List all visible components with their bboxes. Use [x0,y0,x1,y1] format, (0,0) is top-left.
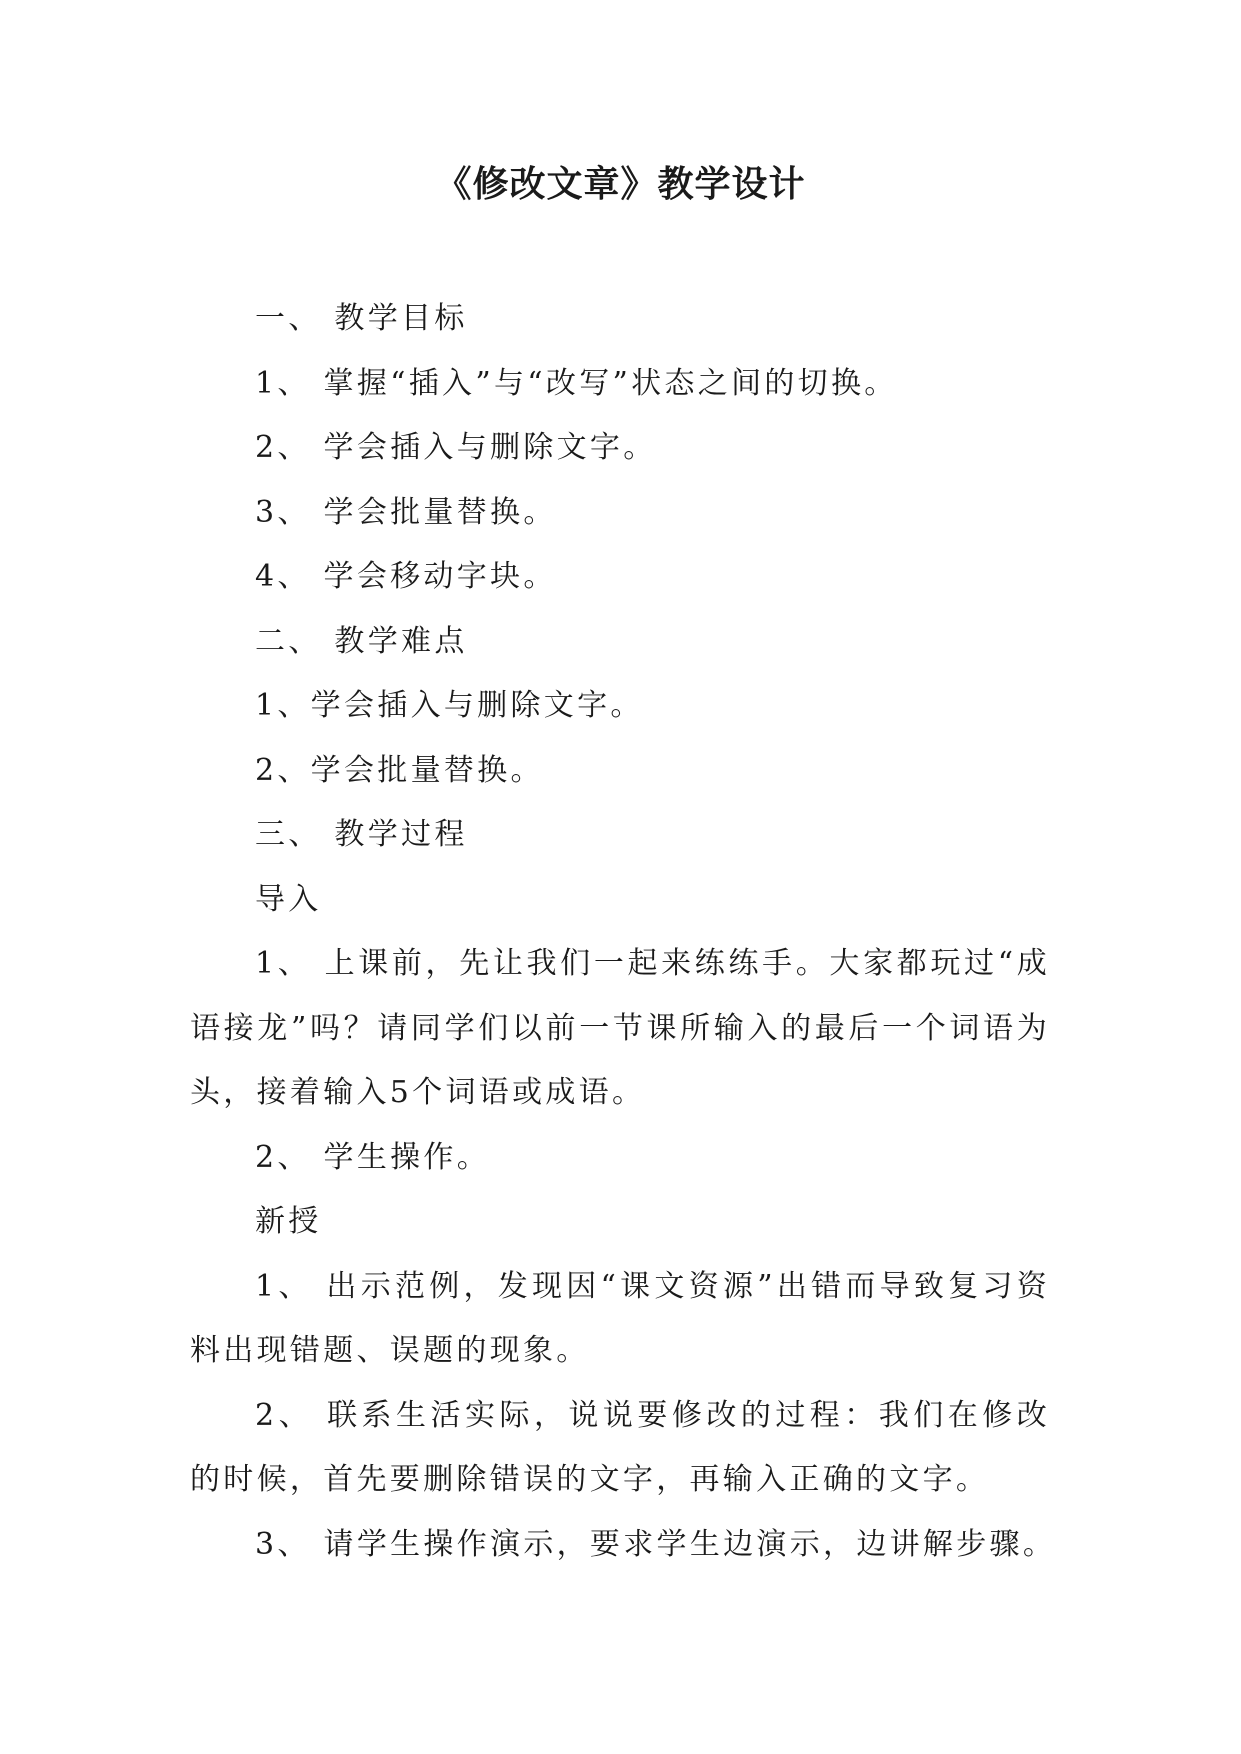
subheading-new-lesson: 新授 [255,1204,322,1239]
new-lesson-item: 1、 出示范例，发现因“课文资源”出错而导致复习资料出现错题、误题的现象。 [190,1268,1050,1368]
section-heading-difficulties: 二、 教学难点 [255,623,468,659]
objective-item: 4、 学会移动字块。 [255,559,557,594]
intro-item: 1、 上课前，先让我们一起来练练手。大家都玩过“成语接龙”吗？请同学们以前一节课所输入的最后一个词语为头，接着输入5个词语或成语。 [190,946,1050,1110]
objective-item: 2、 学会插入与删除文字。 [255,430,657,465]
objective-item: 3、 学会批量替换。 [255,494,557,530]
document-title: 《修改文章》教学设计 [435,163,806,205]
intro-item: 2、 学生操作。 [255,1139,491,1175]
objective-item: 1、 掌握“插入”与“改写”状态之间的切换。 [255,365,898,401]
difficulty-item: 2、学会批量替换。 [255,752,544,788]
difficulty-item: 1、学会插入与删除文字。 [255,688,644,723]
new-lesson-item: 2、 联系生活实际，说说要修改的过程：我们在修改的时候，首先要删除错误的文字，再输入正确的文字。 [190,1397,1050,1497]
new-lesson-item: 3、 请学生操作演示，要求学生边演示，边讲解步骤。 [255,1526,1057,1562]
subheading-intro: 导入 [255,881,322,917]
section-heading-process: 三、 教学过程 [255,817,468,852]
section-heading-objectives: 一、 教学目标 [255,301,468,336]
document-body [190,287,1057,1577]
